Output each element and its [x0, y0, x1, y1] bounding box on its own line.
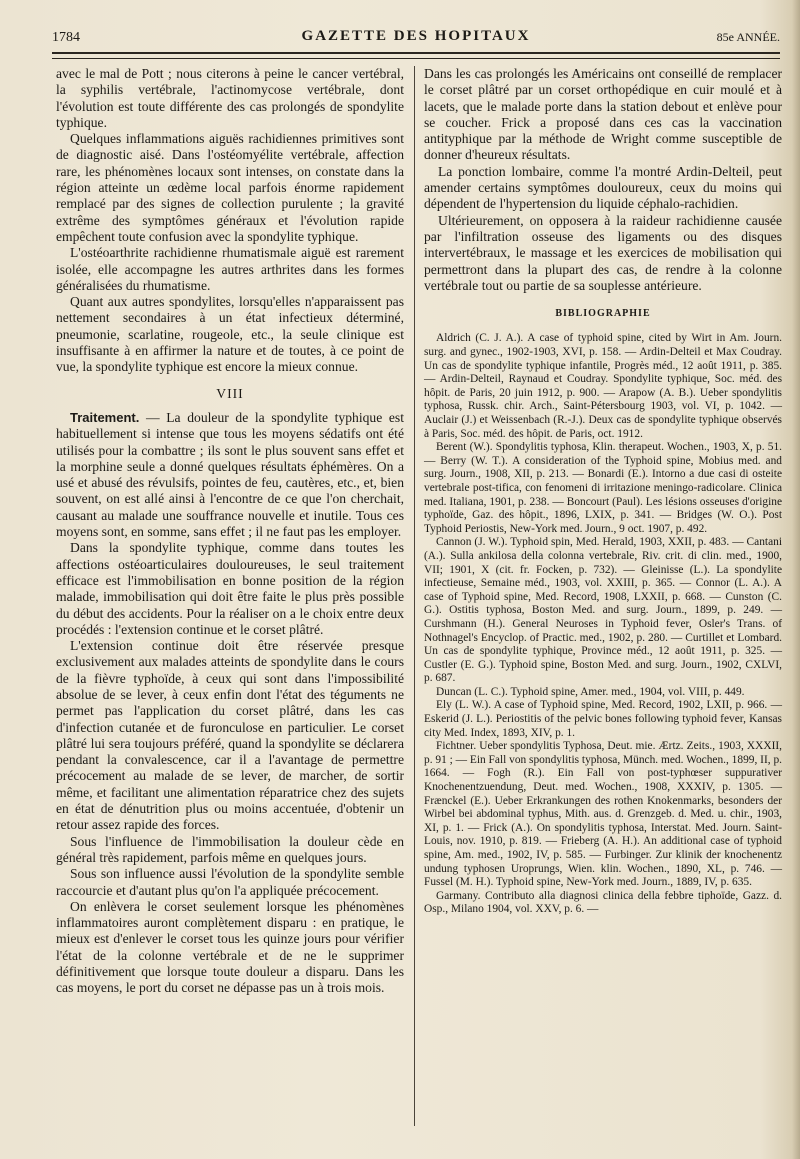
paragraph: Quelques inflammations aiguës rachidiennes primitives sont de diagnostic aisé. Dans l'ostéomyélite vertébrale, affection rare, les phénomènes locaux sont intenses, on constate dans la région atteinte un œdème local parfois énorme rapidement remplacé par des signes de collection purulente ; la gravité extrême des symptômes généraux et l'évolution rapide empêchent toute confusion avec la spondylite typhique. [56, 131, 404, 244]
treatment-text: — La douleur de la spondylite typhique est habituellement si intense que tous les moyens sédatifs ont été utilisés pour la combattre ; ils sont le plus souvent sans effet et la morphine seule a donné quelques résultats éphémères. On a usé et abusé des révulsifs, pointes de feu, cautères, etc., et, bien souvent, on est allé ainsi à l'encontre de ce que l'on cherchait, causant au malade une souffrance nouvelle et inutile. Tous ces moyens sont, en somme, sans effet ; il ne faut pas les employer. [56, 409, 404, 540]
volume-year: 85e ANNÉE. [716, 30, 780, 44]
bibliography-entry: Fichtner. Ueber spondylitis Typhosa, Deut. mie. Ærtz. Zeits., 1903, XXXII, p. 91 ; — Ein Fall von spondylitis typhosa, Münch. med. Wochen., 1899, II, p. 1664. — Fogh (R.). Ein Fall von post-typhœser suppurativer Knochenentzuendung, Deut. med. Wochen., 1908, XXXIV, p. 1305. — Frænckel (E.). Ueber Erkrankungen des rothen Knokenmarks, besonders der Wirbel bei abdominal typhus, Mith. aus. d. Grenzgeb. d. Med. u. chir., 1903, XI, p. 1. — Frick (A.). On spondylitis typhosa, Interstat. Med. Journ. Saint-Louis, nov. 1910, p. 819. — Frieberg (A. H.). An additional case of typhoid spine, Am. med., 1902, IV, p. 585. — Furbinger. Zur klinik der knochenentz undung typhosen Uroprungs, Wien. klin. Wochen., 1890, XL, p. 746. — Fussel (M. H.). Typhoid spine, New-York med. Journ., 1889, IV, p. 635. [424, 740, 782, 889]
paragraph: Dans la spondylite typhique, comme dans toutes les affections ostéoarticulaires douloureuses, le seul traitement efficace est l'immobilisation en bonne position de la région malade, immobilisation qui doit être faite le plus près possible du début des accidents. Pour la réaliser on a le choix entre deux procédés : l'extension continue et le corset plâtré. [56, 540, 404, 637]
bibliography-entry: Garmany. Contributo alla diagnosi clinica della febbre tiphoïde, Gazz. d. Osp., Milano 1904, vol. XXV, p. 6. — [424, 889, 782, 916]
bibliography-entry: Duncan (L. C.). Typhoid spine, Amer. med., 1904, vol. VIII, p. 449. [436, 685, 745, 698]
paragraph: avec le mal de Pott ; nous citerons à peine le cancer vertébral, la syphilis vertébrale, l'actinomycose vertébrale, dont l'évolution est toute différente des cas prolongés de spondylite typhique. [56, 66, 404, 130]
paragraph: On enlèvera le corset seulement lorsque les phénomènes inflammatoires auront complètement disparu : en pratique, le mieux est d'enlever le corset tous les quinze jours pour vérifier l'état de la colonne vertébrale et de ne le supprimer définitivement que lorsque toute douleur a disparu. Dans les cas moyens, le port du corset ne dépasse pas un à trois mois. [56, 898, 404, 996]
paragraph: Quant aux autres spondylites, lorsqu'elles n'apparaissent pas nettement secondaires à un état infectieux déterminé, pneumonie, scarlatine, rougeole, etc., la seule clinique est insuffisante à en affirmer la nature et de toutes, à ce point de vue, la spondylite typhique est encore la mieux connue. [56, 294, 404, 375]
paragraph: Ultérieurement, on opposera à la raideur rachidienne causée par l'infiltration osseuse des ligaments ou des disques intervertébraux, le massage et les exercices de mobilisation qui permettront dans la plupart des cas, de rendre à la colonne vertébrale tout ou partie de sa souplesse antérieure. [424, 212, 782, 293]
running-header [52, 26, 780, 48]
paragraph: Dans les cas prolongés les Américains ont conseillé de remplacer le corset plâtré par un corset orthopédique en cuir moulé et à lacets, que le malade porte dans la station debout et enlève pour se coucher. Frick a proposé dans ces cas la vaccination antityphique par la méthode de Wright comme susceptible de donner d'heureux résultats. [424, 66, 782, 163]
bibliography-entry: Berent (W.). Spondylitis typhosa, Klin. therapeut. Wochen., 1903, X, p. 51. — Berry (W. T.). A consideration of the Typhoid spine, Mobius med. and surg. Journ., 1908, XII, p. 213. — Bonardi (E.). Intorno a due casi di osteite vertebrale post-tifica, con fenomeni di irritazione meningo-radicolare. Clinica med. Italiana, 1901, p. 238. — Boncourt (Paul). Les lésions osseuses d'origine typhoïde, Gaz. des hôpit., 1896, LXIX, p. 341. — Bridges (W. O.). Post Typhoid Periostis, New-York med. Journ., 9 oct. 1907, p. 492. [424, 441, 782, 535]
paragraph: L'extension continue doit être réservée presque exclusivement aux malades atteints de spondylite dans le cours de la fièvre typhoïde, à ceux qui sont dans l'impossibilité absolue de se lever, à ceux enfin dont l'état des téguments ne permet pas l'application du corset plâtré, dans les cas d'infection cutanée et de furonculose en particulier. Le corset plâtré lui sera toujours préféré, quand la spondylite se déclarera pendant la convalescence, car il a l'avantage de permettre précocement au malade de se lever, de marcher, de sortir même, et facilitant une alimentation réparatrice chez des sujets en état de dénutrition plus ou moins accentuée, d'obtenir un retour assez rapide des forces. [56, 638, 404, 833]
right-column [424, 66, 782, 917]
bibliography-list [424, 332, 782, 917]
bibliography-heading: BIBLIOGRAPHIE [555, 308, 651, 320]
header-rule [52, 52, 780, 59]
bibliography-entry: Cannon (J. W.). Typhoid spin, Med. Herald, 1903, XXII, p. 483. — Cantani (A.). Sulla ankilosa della colonna vertebrale, Riv. crit. di clin. med., 1900, VII; 1901, X (cit. fr. Focken, p. 732). — Gleinisse (L.). La spondylite infectieuse, Semaine méd., 1903, vol. XXIII, p. 365. — Connor (L. A.). A case of Typhoid spine, Med. Record, 1908, LXXII, p. 668. — Cunston (C. G.). Ostitis typhosa, Boston Med. and surg. Journ., 1899, p. 249. — Curshmann (H.). General Neuroses in Typhoid fever, Osler's Trans. of Nothnagel's Encyclop. of Practic. med., 1902, p. 280. — Curtillet et Lombard. Un cas de spondylite typhique, Province méd., 12 août 1911, p. 325. — Custler (E. G.). Typhoid spine, Boston Med. and surg. Journ., 1902, CXLVI, p. 687. [424, 536, 782, 685]
column-divider [414, 66, 415, 1126]
bibliography-entry: Aldrich (C. J. A.). A case of typhoid spine, cited by Wirt in Am. Journ. surg. and gynec., 1902-1903, XVI, p. 158. — Ardin-Delteil et Max Coudray. Un cas de spondylite typhique infantile, Progrès méd., 12 août 1911, p. 385. — Ardin-Delteil, Raynaud et Coudray. Spondylite typhique, Soc. méd. des hôpit. de Paris, 20 juin 1912, p. 900. — Arapow (A. B.). Ueber spondylitis typhosa, Russk. chir. Arch., Saint-Pétersbourg 1903, vol. VI, p. 1042. — Auclair (J.) et Weissenbach (R.-J.). Deux cas de spondylite typhique observés à Paris, Soc. méd. des hôpit. de Paris, oct. 1912. [424, 332, 782, 440]
treatment-lead: Traitement. [70, 409, 140, 425]
journal-title: GAZETTE DES HOPITAUX [301, 28, 531, 44]
page-number: 1784 [52, 30, 80, 45]
bibliography-entry: Ely (L. W.). A case of Typhoid spine, Med. Record, 1902, LXII, p. 966. — Eskerid (J. L.). Periostitis of the pelvic bones following typhoid fever, Kansas city Med. Index, 1893, XIV, p. 1. [424, 699, 782, 739]
section-heading: VIII [216, 385, 244, 401]
left-column [56, 66, 404, 997]
paragraph: L'ostéoarthrite rachidienne rhumatismale aiguë est rarement isolée, elle accompagne les autres arthrites dans les formes généralisées du rhumatisme. [56, 245, 404, 293]
paragraph: Sous l'influence de l'immobilisation la douleur cède en général très rapidement, parfois même en quelques jours. [56, 833, 404, 865]
treatment-paragraph [56, 410, 404, 540]
paragraph: La ponction lombaire, comme l'a montré Ardin-Delteil, peut amender certains symptômes douloureux, ceux du moins qui dépendent de l'hypertension du liquide céphalo-rachidien. [424, 163, 782, 212]
paragraph: Sous son influence aussi l'évolution de la spondylite semble raccourcie et d'autant plus qu'on l'a appliquée précocement. [56, 866, 404, 898]
